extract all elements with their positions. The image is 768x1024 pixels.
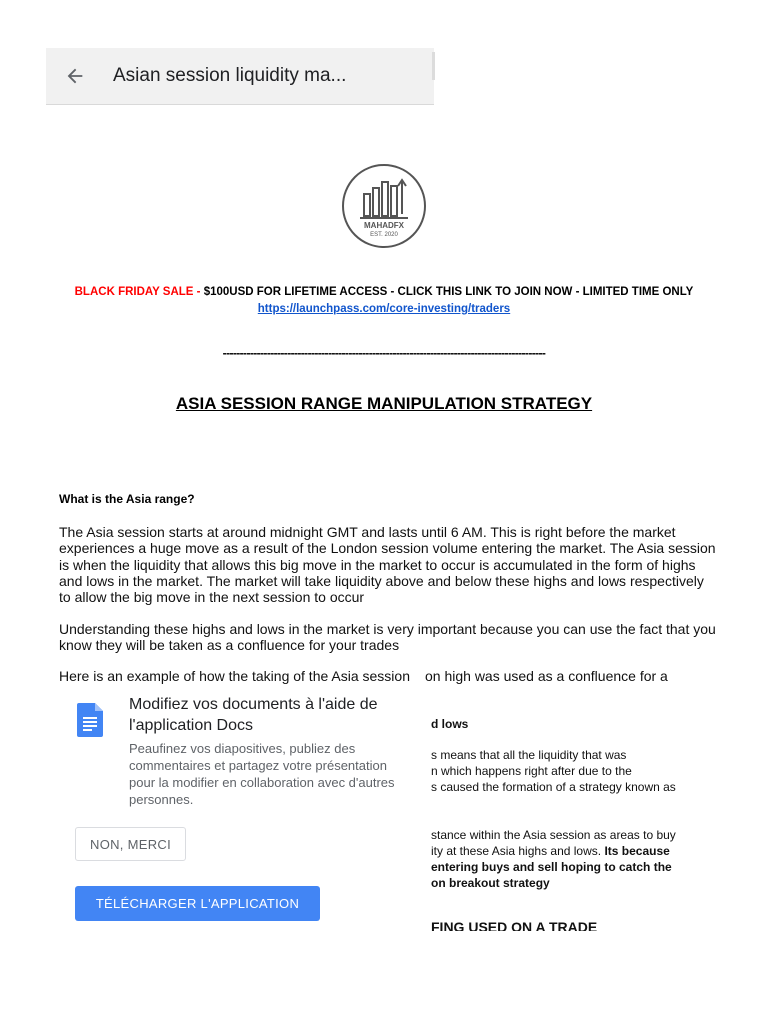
join-link[interactable]: https://launchpass.com/core-investing/traders: [257, 303, 511, 315]
text-line: on breakout strategy: [431, 876, 550, 890]
text-line: s caused the formation of a strategy known as: [431, 780, 676, 794]
text-span: ity at these Asia highs and lows.: [431, 844, 605, 858]
paragraph-highs-lows: Understanding these highs and lows in the market is very important because you can use the fact that you know they will be taken as a confluence for your trades: [59, 621, 716, 654]
app-bar: [46, 48, 434, 105]
mahadfx-logo: [340, 164, 428, 248]
text-line: stance within the Asia session as areas to buy: [431, 828, 676, 842]
app-bar-edge: [432, 52, 435, 80]
dismiss-button[interactable]: NON, MERCI: [75, 827, 186, 861]
sale-label: BLACK FRIDAY SALE: [74, 286, 194, 298]
dashed-divider: -----------------------------------------------------------------------------------------------: [222, 346, 546, 360]
text-line: entering buys and sell hoping to catch the: [431, 860, 672, 874]
section-heading-fragment: d lows: [431, 717, 469, 731]
logo-brand: MAHADFX: [364, 221, 404, 230]
download-app-button[interactable]: TÉLÉCHARGER L'APPLICATION: [75, 886, 320, 921]
document-title: Asian session liquidity ma...: [113, 65, 347, 86]
section-question: What is the Asia range?: [59, 492, 195, 506]
paragraph-fragment-2: [431, 827, 721, 891]
back-arrow-icon[interactable]: [64, 65, 86, 87]
section-heading-fragment-2: FING USED ON A TRADE: [431, 919, 598, 931]
paragraph-fragment-1: [431, 747, 721, 795]
paragraph-example-start: Here is an example of how the taking of the Asia session: [59, 668, 410, 684]
text-line: n which happens right after due to the: [431, 764, 632, 778]
text-line: s means that all the liquidity that was: [431, 748, 627, 762]
prompt-title: Modifiez vos documents à l'aide de l'application Docs: [129, 696, 378, 734]
paragraph-example: [59, 668, 719, 684]
google-docs-icon: [77, 703, 103, 737]
text-span-bold: Its because: [604, 844, 670, 858]
promo-banner: [58, 284, 710, 318]
paragraph-example-end: on high was used as a confluence for a: [425, 668, 668, 684]
document-heading: ASIA SESSION RANGE MANIPULATION STRATEGY: [175, 394, 593, 413]
paragraph-asia-session: The Asia session starts at around midnight GMT and lasts until 6 AM. This is right before the market experiences a huge move as a result of the London session volume entering the market. The Asia session is when the liquidity that allows this big move in the market to occur is accumulated in the form of highs and lows in the market. The market will take liquidity above and below these highs and lows respectively to allow the big move in the next session to occur: [59, 524, 716, 606]
docs-app-prompt: [60, 684, 415, 936]
text-line: [431, 843, 721, 859]
sale-separator: -: [193, 286, 204, 298]
logo-est: EST. 2020: [370, 232, 398, 238]
sale-text: $100USD FOR LIFETIME ACCESS - CLICK THIS LINK TO JOIN NOW - LIMITED TIME ONLY: [203, 286, 694, 298]
prompt-description: Peaufinez vos diapositives, publiez des commentaires et partagez votre présentation pour la modifier en collaboration avec d'autres personnes.: [129, 741, 395, 807]
